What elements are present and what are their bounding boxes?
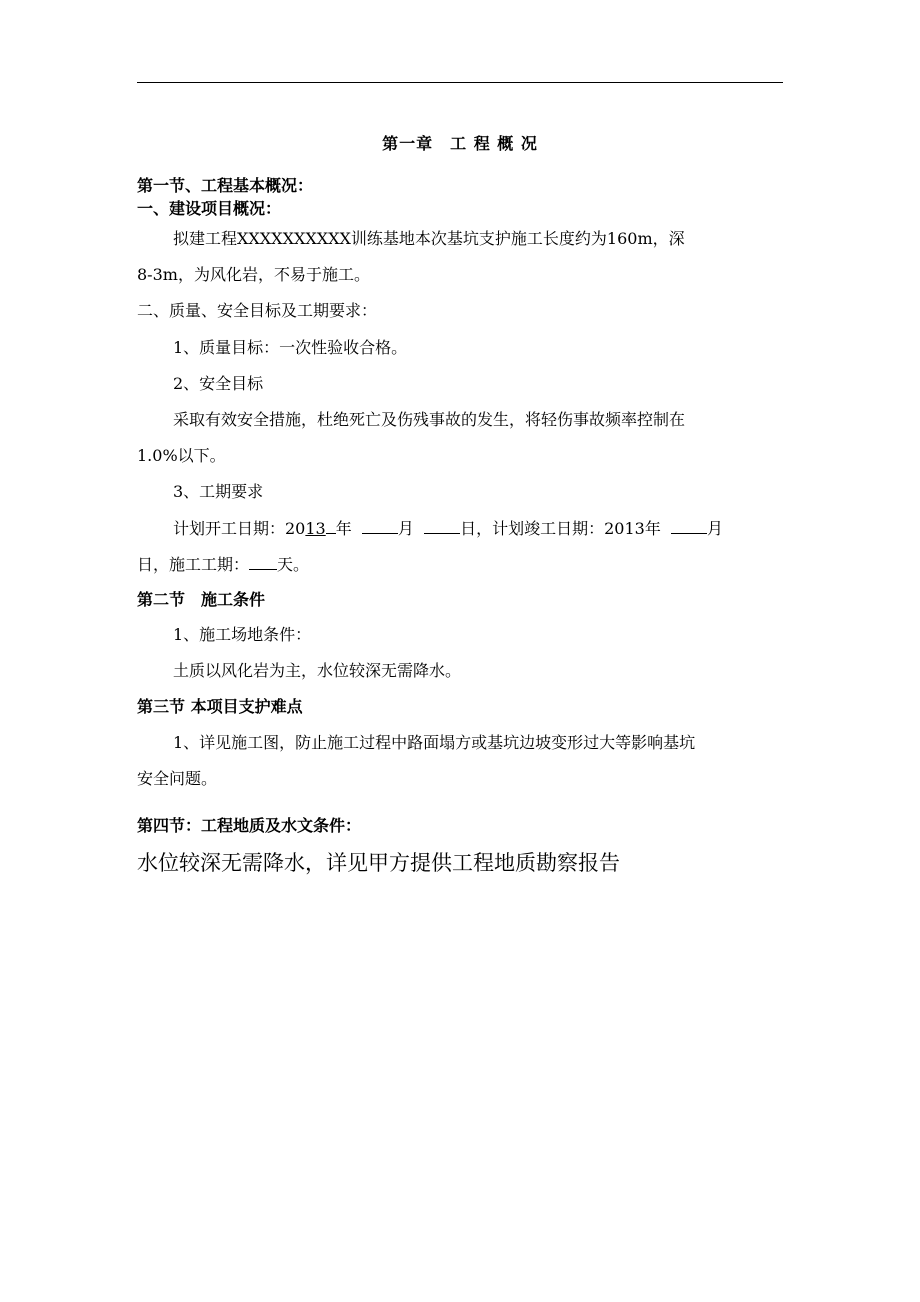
schedule-line-1 — [173, 518, 723, 539]
section-2-heading: 第二节 施工条件 — [137, 590, 266, 609]
end-month-label: 月 — [707, 519, 724, 538]
header-rule — [137, 82, 783, 83]
section-4-heading: 第四节：工程地质及水文条件： — [137, 816, 362, 835]
difficulty-line-2: 安全问题。 — [137, 769, 218, 788]
subsection-project-overview: 一、建设项目概况： — [137, 199, 282, 218]
schedule-line-2 — [137, 554, 309, 575]
safety-target-line-1: 采取有效安全措施，杜绝死亡及伤残事故的发生，将轻伤事故频率控制在 — [173, 410, 686, 429]
section-1-heading: 第一节、工程基本概况： — [137, 176, 314, 195]
start-month-blank — [362, 518, 398, 534]
duration-label: 日，施工工期： — [137, 555, 250, 574]
year-label: 年 — [335, 519, 352, 538]
project-overview-line-1: 拟建工程XXXXXXXXXX训练基地本次基坑支护施工长度约为160m，深 — [173, 229, 685, 248]
quality-target: 1、质量目标：一次性验收合格。 — [173, 338, 408, 357]
chapter-title: 第一章 工 程 概 况 — [382, 134, 538, 153]
start-year-suffix: 13 — [305, 519, 326, 538]
end-month-blank — [671, 518, 707, 534]
site-conditions-heading: 1、施工场地条件： — [173, 625, 312, 644]
section-3-heading: 第三节 本项目支护难点 — [137, 697, 303, 716]
site-conditions-text: 土质以风化岩为主，水位较深无需降水。 — [173, 661, 462, 680]
start-date-label: 计划开工日期：20 — [173, 519, 306, 538]
safety-target-heading: 2、安全目标 — [173, 374, 264, 393]
days-label: 天。 — [277, 555, 310, 574]
safety-target-line-2: 1.0%以下。 — [137, 446, 226, 465]
month-label: 月 — [397, 519, 414, 538]
duration-blank — [249, 554, 277, 570]
geology-text: 水位较深无需降水，详见甲方提供工程地质勘察报告 — [137, 851, 620, 875]
schedule-heading: 3、工期要求 — [173, 482, 264, 501]
start-day-blank — [424, 518, 460, 534]
end-date-label: 日，计划竣工日期：2013年 — [460, 519, 661, 538]
project-overview-line-2: 8-3m，为风化岩，不易于施工。 — [137, 265, 370, 284]
subsection-targets: 二、质量、安全目标及工期要求： — [137, 301, 378, 320]
difficulty-line-1: 1、详见施工图，防止施工过程中路面塌方或基坑边坡变形过大等影响基坑 — [173, 733, 696, 752]
blank — [326, 518, 336, 534]
